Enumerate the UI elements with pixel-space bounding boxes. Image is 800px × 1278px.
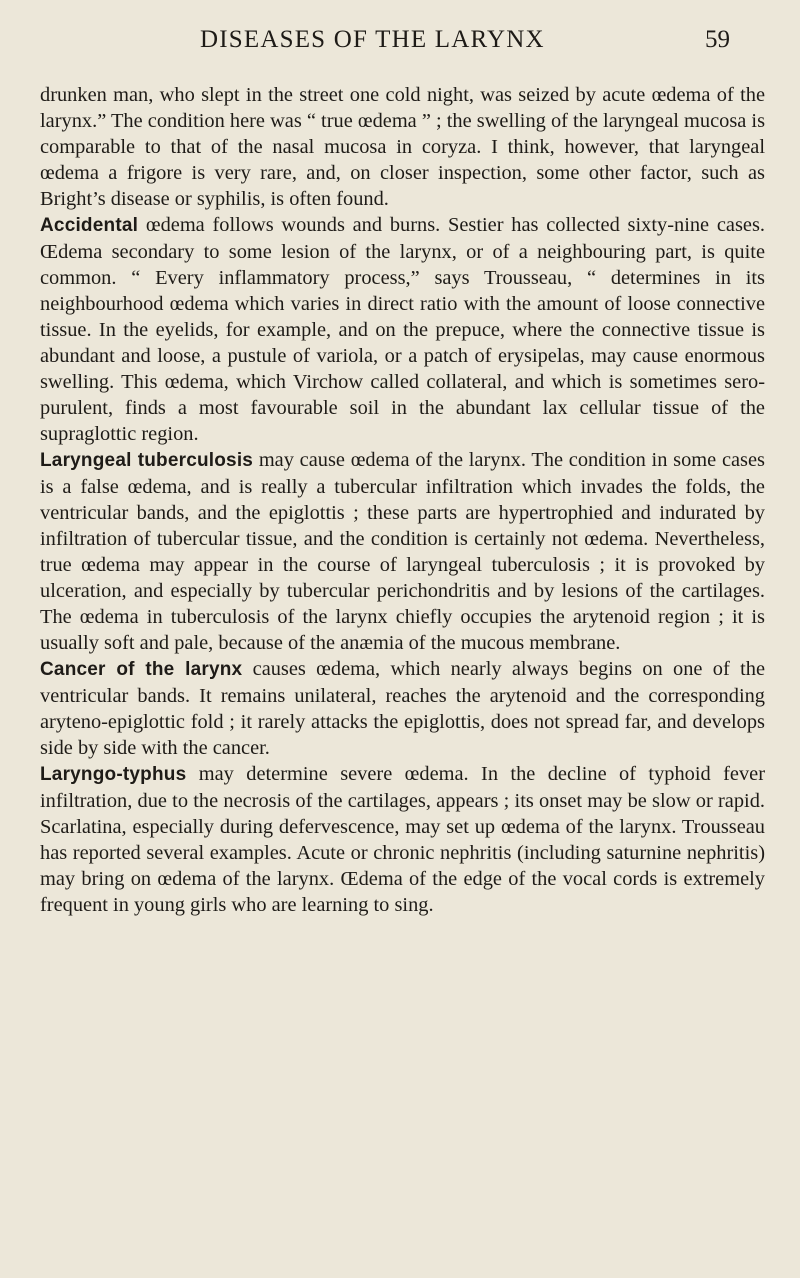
paragraph-lead-heading: Accidental xyxy=(40,215,139,236)
paragraph-text: causes œdema, which nearly always begins on one of the ventricular bands. It remains unilateral, reaches the arytenoid and the corresponding aryteno-epiglottic fold ; it rarely attacks the epiglottis, does not spread far, and develops side by side with the cancer. xyxy=(40,658,766,759)
paragraph xyxy=(40,212,765,447)
paragraph xyxy=(40,447,765,656)
paragraph-lead-heading: Laryngo-typhus xyxy=(40,764,187,785)
page-number: 59 xyxy=(705,26,730,53)
running-title: DISEASES OF THE LARYNX xyxy=(200,26,545,53)
page-header xyxy=(0,26,800,66)
paragraph-lead-heading: Laryngeal tuberculosis xyxy=(40,450,254,471)
paragraph xyxy=(40,82,765,212)
paragraph-text: drunken man, who slept in the street one cold night, was seized by acute œdema of the larynx.” The condition here was “ true œdema ” ; the swelling of the laryngeal mucosa is comparable to that of the nasal mucosa in coryza. I think, however, that laryngeal œdema a frigore is very rare, and, on closer inspection, some other factor, such as Bright’s disease or syphilis, is often found. xyxy=(40,84,765,210)
paragraph xyxy=(40,656,765,761)
body-text xyxy=(40,82,765,918)
paragraph-text: may cause œdema of the larynx. The condition in some cases is a false œdema, and is really a tubercular infiltration which invades the folds, the ventricular bands, and the epiglottis ; these parts are hypertrophied and indurated by infiltration of tubercular tissue, and the condition is certainly not œdema. Nevertheless, true œdema may appear in the course of laryngeal tuberculosis ; it is provoked by ulceration, and especially by tubercular perichondritis and by lesions of the cartilages. The œdema in tuberculosis of the larynx chiefly occupies the arytenoid region ; it is usually soft and pale, because of the anæmia of the mucous membrane. xyxy=(40,449,765,654)
paragraph-text: œdema follows wounds and burns. Sestier has collected sixty-nine cases. Œdema secondary to some lesion of the larynx, or of a neighbouring part, is quite common. “ Every inflammatory process,” says Trousseau, “ determines in its neighbourhood œdema which varies in direct ratio with the amount of loose connective tissue. In the eyelids, for example, and on the prepuce, where the connective tissue is abundant and loose, a pustule of variola, or a patch of erysipelas, may cause enormous swelling. This œdema, which Virchow called collateral, and which is sometimes sero-purulent, finds a most favourable soil in the abundant lax cellular tissue of the supraglottic region. xyxy=(40,214,765,445)
paragraph xyxy=(40,761,765,918)
paragraph-text: may determine severe œdema. In the decline of typhoid fever infiltration, due to the necrosis of the cartilages, appears ; its onset may be slow or rapid. Scarlatina, especially during defervescence, may set up œdema of the larynx. Trousseau has reported several examples. Acute or chronic nephritis (including saturnine nephritis) may bring on œdema of the larynx. Œdema of the edge of the vocal cords is extremely frequent in young girls who are learning to sing. xyxy=(40,763,765,916)
paragraph-lead-heading: Cancer of the larynx xyxy=(40,659,243,680)
